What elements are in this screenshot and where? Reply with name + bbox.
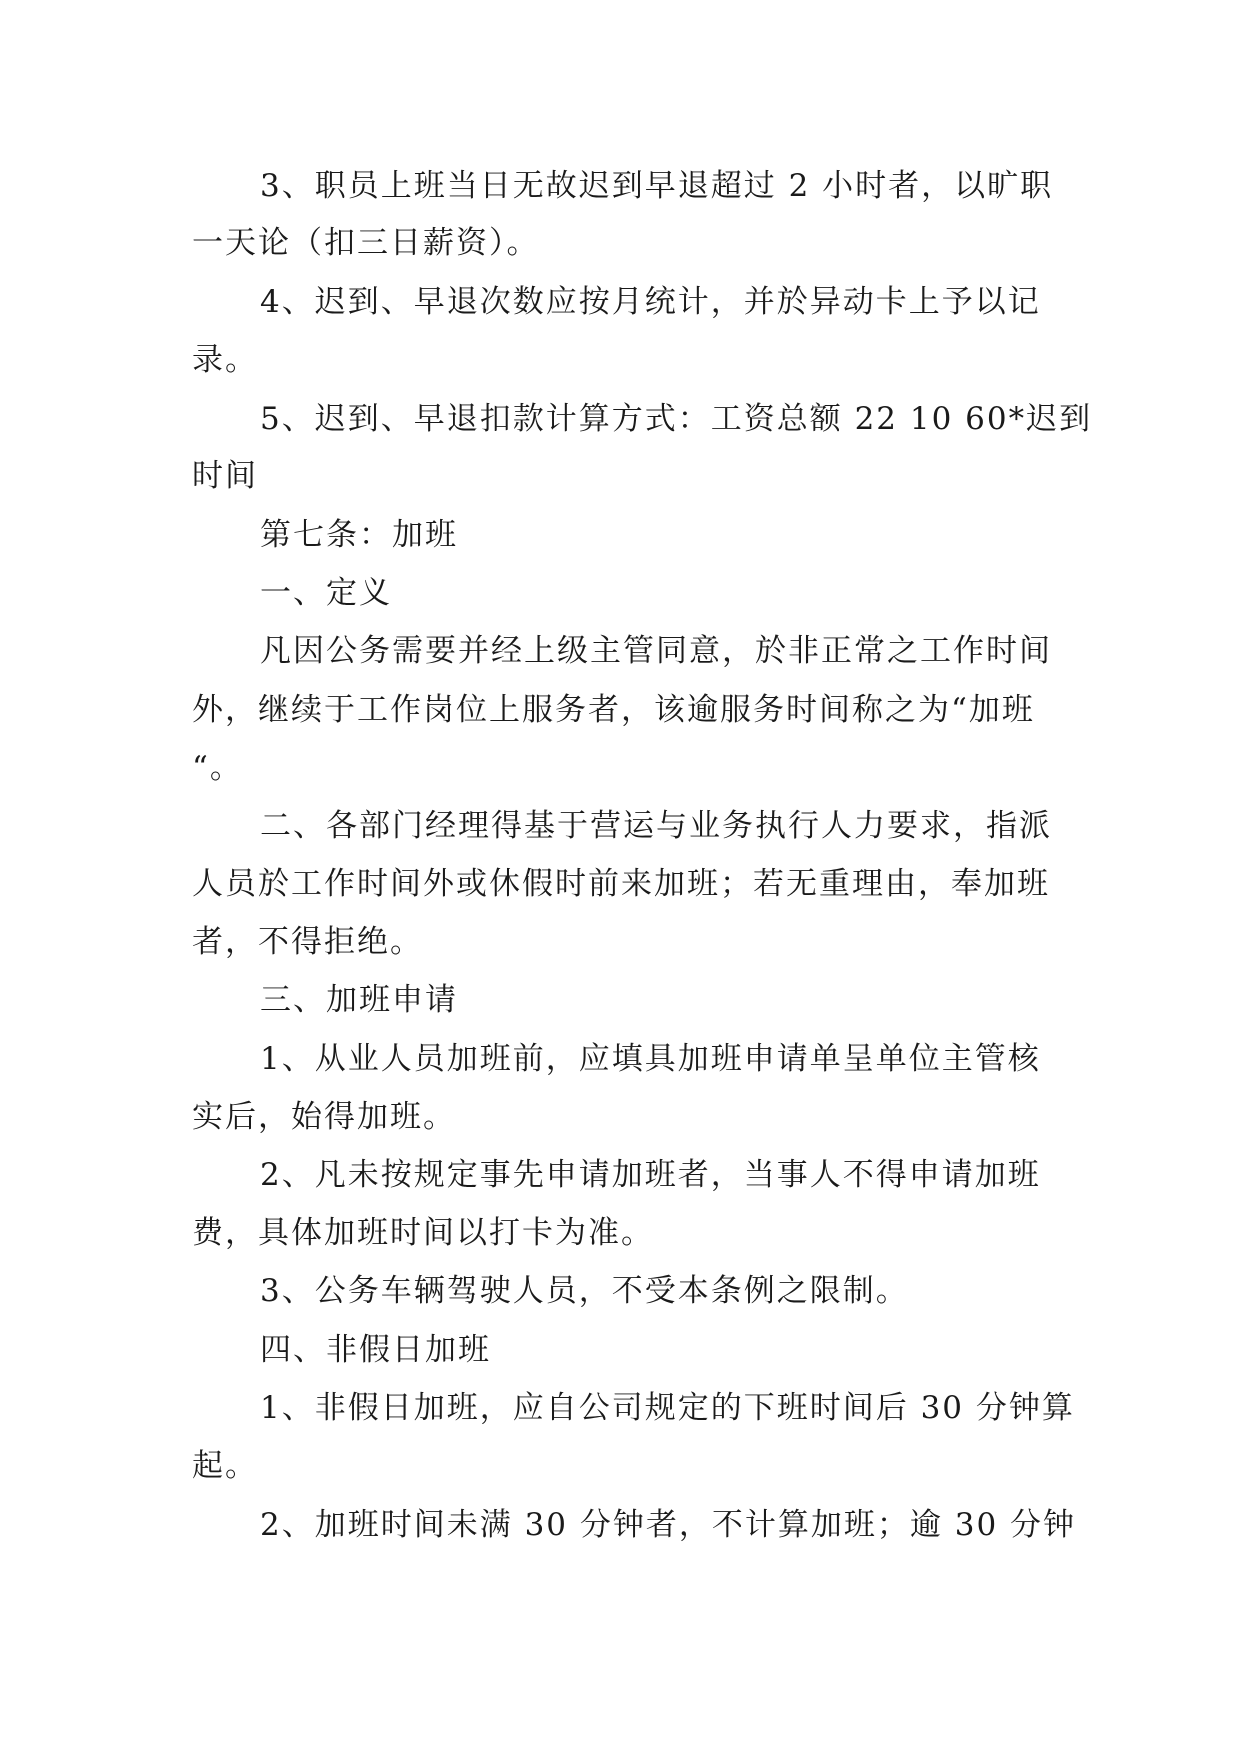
text-line: 凡因公务需要并经上级主管同意，於非正常之工作时间 [260,633,1052,669]
text-line: 1、从业人员加班前，应填具加班申请单呈单位主管核 [260,1041,1041,1077]
sub-heading: 一、定义 [260,575,392,611]
sub-heading: 四、非假日加班 [260,1332,491,1368]
text-line: 2、加班时间未满 30 分钟者，不计算加班；逾 30 分钟 [260,1507,1077,1543]
text-line: 2、凡未按规定事先申请加班者，当事人不得申请加班 [260,1157,1041,1193]
text-line: 二、各部门经理得基于营运与业务执行人力要求，指派 [260,808,1052,844]
sub-heading: 三、加班申请 [260,982,458,1018]
text-line: 时间 [192,458,258,494]
text-line: “。 [192,750,243,786]
text-line: 5、迟到、早退扣款计算方式：工资总额 22 10 60*迟到 [260,401,1093,437]
text-line: 者，不得拒绝。 [192,924,423,960]
text-line: 费，具体加班时间以打卡为准。 [192,1215,654,1251]
text-line: 起。 [192,1448,258,1484]
text-line: 4、迟到、早退次数应按月统计，并於异动卡上予以记 [260,284,1041,320]
text-line: 3、职员上班当日无故迟到早退超过 2 小时者，以旷职 [260,168,1054,204]
text-line: 一天论（扣三日薪资）。 [192,225,540,261]
text-line: 录。 [192,342,258,378]
section-heading: 第七条：加班 [260,517,458,553]
text-line: 人员於工作时间外或休假时前来加班；若无重理由，奉加班 [192,866,1050,902]
text-line: 1、非假日加班，应自公司规定的下班时间后 30 分钟算 [260,1390,1075,1426]
text-line: 实后，始得加班。 [192,1099,456,1135]
text-line: 外，继续于工作岗位上服务者，该逾服务时间称之为“加班 [192,692,1035,728]
text-line: 3、公务车辆驾驶人员，不受本条例之限制。 [260,1273,909,1309]
